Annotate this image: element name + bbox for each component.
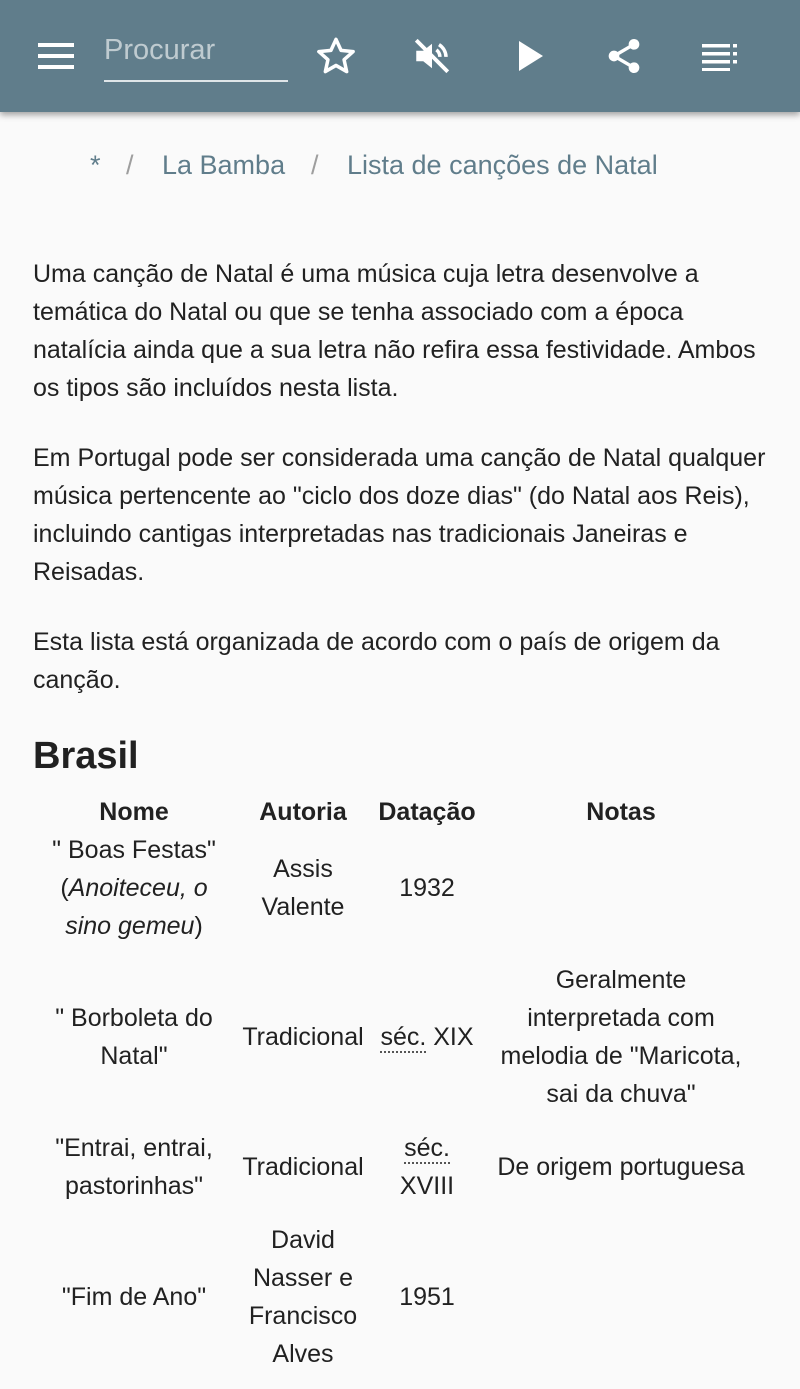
table-row [33,961,759,1129]
date-cell: 1932 [399,874,455,902]
notes-cell [483,1221,759,1389]
breadcrumb-item-current[interactable]: Lista de canções de Natal [347,150,658,180]
contents-button[interactable] [692,28,748,84]
play-button[interactable] [502,28,558,84]
notes-cell [483,831,759,961]
share-button[interactable] [596,28,652,84]
star-icon [315,35,357,77]
table-header-row [33,787,759,831]
author-cell: Tradicional [242,1023,364,1051]
intro-paragraph: Uma canção de Natal é uma música cuja letra desenvolve a temática do Natal ou que se tenha associado com a época natalícia ainda que a sua letra não refira essa festividade. Ambos os tipos são incluídos nesta lista. [33,260,756,402]
table-row [33,1221,759,1389]
author-cell[interactable]: David Nasser e Francisco Alves [248,1226,358,1368]
breadcrumb-separator: / [126,150,134,180]
date-cell [371,1129,483,1221]
breadcrumb-item-root[interactable]: * [90,150,101,180]
century-value: XVIII [399,1172,455,1200]
song-name-cell: "Fim de Ano" [61,1283,207,1311]
share-icon [604,35,644,77]
song-name-cell: "Entrai, entrai, pastorinhas" [55,1134,213,1200]
column-header-nome: Nome [99,798,169,826]
author-cell[interactable]: Assis Valente [261,855,345,921]
menu-button[interactable] [28,28,84,84]
song-name: " Boas Festas" [52,836,216,864]
list-icon [700,41,740,71]
portugal-paragraph: Em Portugal pode ser considerada uma canção de Natal qualquer música pertencente ao "ciclo dos doze dias" (do Natal aos Reis), incluindo cantigas interpretadas nas tradicionais Janeiras e Reisadas. [33,444,766,586]
section-heading-brasil: Brasil [33,735,139,777]
date-cell: 1951 [399,1283,455,1311]
date-cell [371,961,483,1129]
century-value: XIX [433,1023,474,1051]
notes-cell: Geralmente interpretada com melodia de "Maricota, sai da chuva" [500,966,742,1108]
breadcrumb-separator: / [311,150,319,180]
column-header-notas: Notas [586,798,656,826]
table-row [33,831,759,961]
column-header-datacao: Datação [378,798,476,826]
volume-off-icon [411,35,453,77]
breadcrumb-item-la-bamba[interactable]: La Bamba [162,150,286,180]
songs-table [33,787,759,1389]
author-cell: Tradicional [242,1153,364,1181]
song-name-cell: " Borboleta do Natal" [55,1004,213,1070]
menu-icon [36,41,76,71]
organization-paragraph: Esta lista está organizada de acordo com o país de origem da canção. [33,628,720,694]
column-header-autoria: Autoria [259,798,347,826]
breadcrumb [0,146,800,190]
song-alt-title: Anoiteceu, o sino gemeu [65,874,208,940]
song-name-cell: " Boas Festas" (Anoiteceu, o sino gemeu) [52,836,216,940]
notes-cell: De origem portuguesa [497,1153,745,1181]
search-field[interactable] [104,26,288,82]
article-content [33,255,773,1389]
century-abbreviation[interactable]: séc. [380,1023,427,1051]
bookmark-button[interactable] [308,28,364,84]
play-icon [515,39,545,73]
app-toolbar [0,0,800,112]
century-abbreviation[interactable]: séc. [404,1134,450,1162]
search-input[interactable] [104,26,288,74]
table-row [33,1129,759,1221]
mute-button[interactable] [404,28,460,84]
